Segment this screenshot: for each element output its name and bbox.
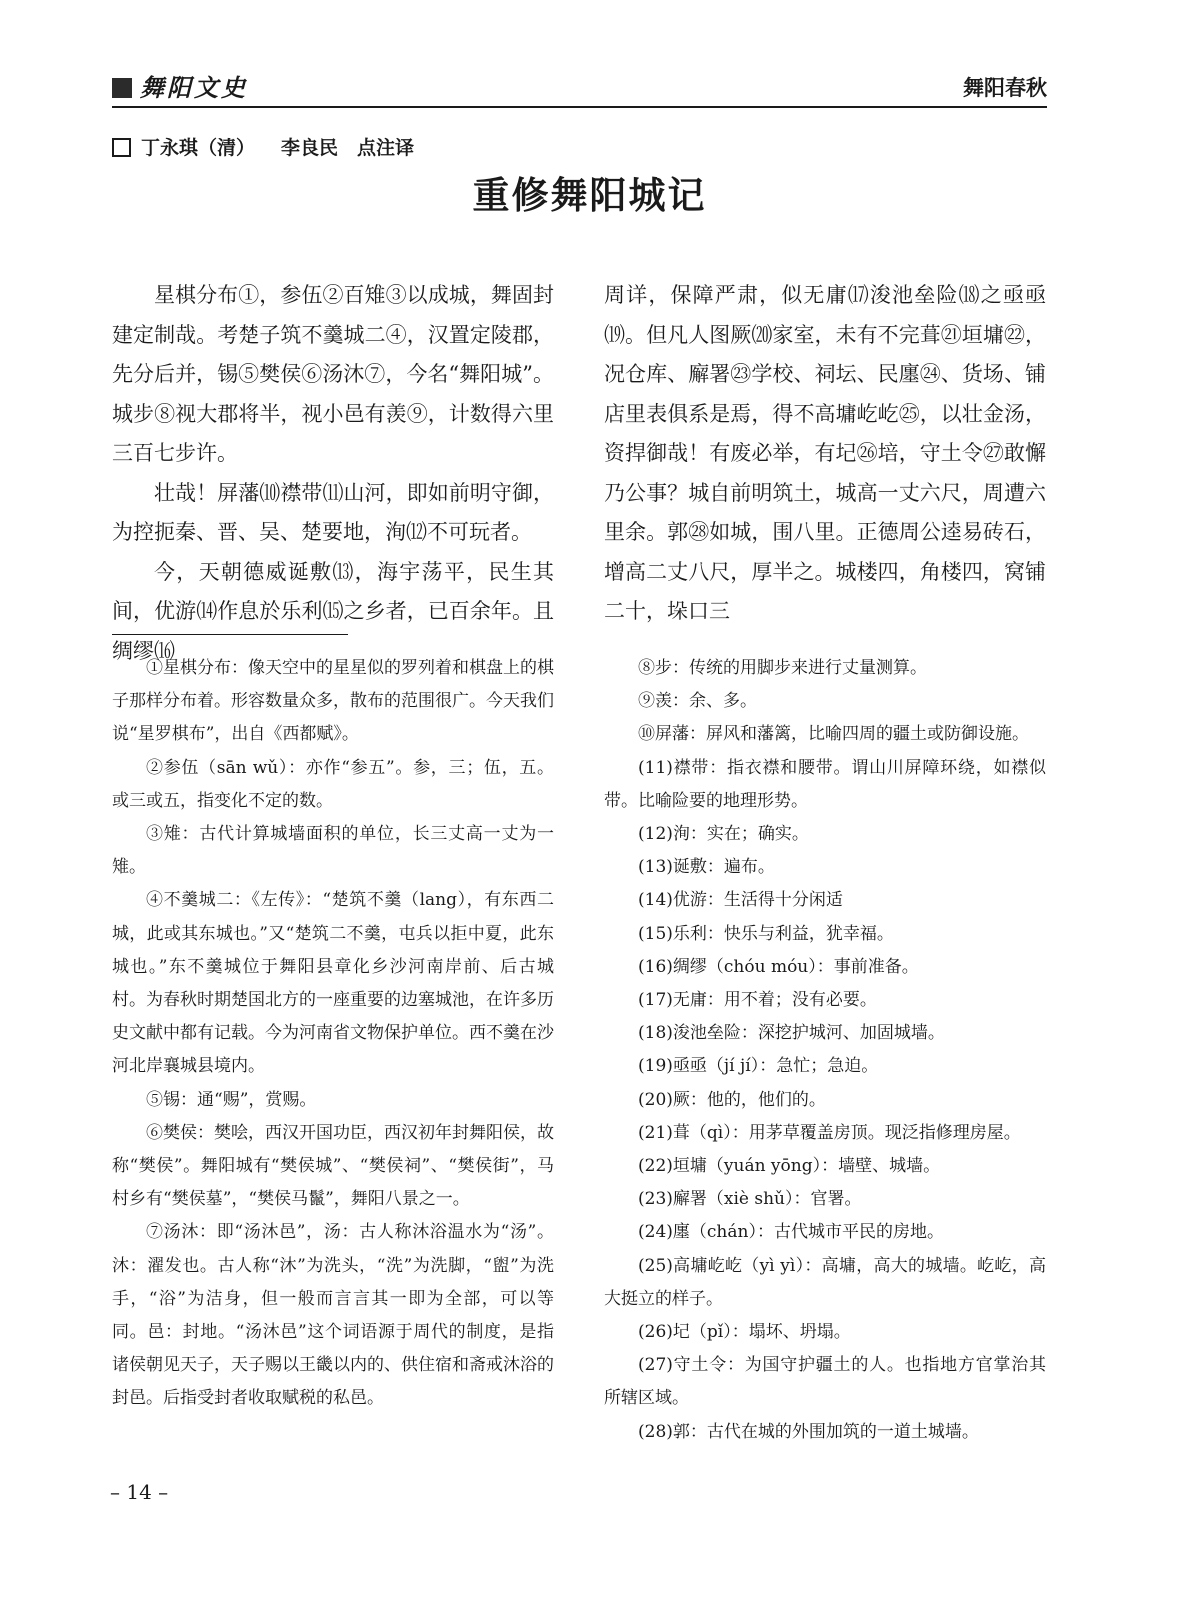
footnote: ⑩屏藩：屏风和藩篱，比喻四周的疆土或防御设施。 — [638, 724, 1029, 745]
article-title: 重修舞阳城记 — [472, 174, 707, 217]
annotator: 李良民 点注译 — [281, 137, 415, 159]
footnote: (28)郭：古代在城的外围加筑的一道土城墙。 — [638, 1421, 979, 1442]
header-rule — [112, 106, 1047, 108]
body-paragraph: 壮哉！屏藩⑽襟带⑾山河，即如前明守御，为控扼秦、晋、吴、楚要地，洵⑿不可玩者。 — [112, 480, 554, 544]
body-column-left — [112, 276, 554, 671]
body-paragraph: 今，天朝德威诞敷⒀，海宇荡平，民生其间，优游⒁作息於乐利⒂之乡者，已百余年。且绸缪⒃ — [112, 559, 554, 663]
body-column-right — [604, 276, 1046, 632]
footnote: (24)廛（chán）：古代城市平民的房地。 — [638, 1222, 944, 1243]
footnote-rule — [112, 634, 348, 635]
footnote: ⑨羡：余、多。 — [638, 691, 757, 712]
footnote: (12)洵：实在；确实。 — [638, 824, 809, 845]
notes-column-left — [112, 652, 554, 1416]
footnote: ⑦汤沐：即“汤沐邑”，汤：古人称沐浴温水为“汤”。沐：濯发也。古人称“沐”为洗头，“洗”为洗脚，“盥”为洗手，“浴”为洁身，但一般而言言其一即为全部，可以等同。邑：封地。“汤沐邑”这个词语源于周代的制度，是指诸侯朝见天子，天子赐以王畿以内的、供住宿和斋戒沐浴的封邑。后指受封者收取赋税的私邑。 — [112, 1222, 554, 1409]
body-paragraph: 星棋分布①，参伍②百雉③以成城，舞固封建定制哉。考楚子筑不羹城二④，汉置定陵郡，先分后并，锡⑤樊侯⑥汤沐⑦，今名“舞阳城”。城步⑧视大郡将半，视小邑有羡⑨，计数得六里三百七步许。 — [112, 283, 554, 465]
header-square-icon — [112, 78, 132, 98]
body-paragraph: 周详，保障严肃，似无庸⒄浚池垒险⒅之亟亟⒆。但凡人图厥⒇家室，未有不完葺㉑垣墉㉒，况仓库、廨署㉓学校、祠坛、民廛㉔、货场、铺店里表俱系是焉，得不高墉屹屹㉕，以壮金汤，资捍御哉！有废必举，有圮㉖培，守土令㉗敢懈乃公事？城自前明筑土，城高一丈六尺，周遭六里余。郭㉘如城，围八里。正德周公逵易砖石，增高二丈八尺，厚半之。城楼四，角楼四，窝铺二十，垛口三 — [604, 283, 1046, 623]
header-right-title: 舞阳春秋 — [963, 76, 1047, 100]
footnote: ④不羹城二：《左传》：“楚筑不羹（lang），有东西二城，此或其东城也。”又“楚筑二不羹，屯兵以拒中夏，此东城也。”东不羹城位于舞阳县章化乡沙河南岸前、后古城村。为春秋时期楚国北方的一座重要的边塞城池，在许多历史文献中都有记载。今为河南省文物保护单位。西不羹在沙河北岸襄城县境内。 — [112, 890, 554, 1077]
footnote: ③雉：古代计算城墙面积的单位，长三丈高一丈为一雉。 — [112, 824, 554, 878]
footnote: (21)葺（qì）：用茅草覆盖房顶。现泛指修理房屋。 — [638, 1122, 1021, 1143]
footnote: (14)优游：生活得十分闲适 — [638, 890, 843, 911]
footnote: ②参伍（sān wǔ）：亦作“参五”。参，三；伍，五。或三或五，指变化不定的数。 — [112, 757, 554, 811]
running-header — [112, 72, 1047, 104]
footnote: ⑤锡：通“赐”，赏赐。 — [146, 1089, 317, 1110]
footnote: ⑧步：传统的用脚步来进行丈量测算。 — [638, 658, 927, 678]
page-number: – 14 – — [110, 1480, 169, 1504]
header-left-title: 舞阳文史 — [140, 73, 248, 102]
footnote: (23)廨署（xiè shǔ）：官署。 — [638, 1189, 862, 1210]
footnote: (16)绸缪（chóu móu）：事前准备。 — [638, 956, 919, 977]
footnote: ①星棋分布：像天空中的星星似的罗列着和棋盘上的棋子那样分布着。形容数量众多，散布的范围很广。今天我们说“星罗棋布”，出自《西都赋》。 — [112, 658, 554, 745]
footnote: (18)浚池垒险：深挖护城河、加固城墙。 — [638, 1023, 945, 1044]
footnote: (15)乐利：快乐与利益，犹幸福。 — [638, 923, 894, 944]
footnote: (25)高墉屹屹（yì yì）：高墉，高大的城墙。屹屹，高大挺立的样子。 — [604, 1255, 1046, 1309]
footnote: (11)襟带：指衣襟和腰带。谓山川屏障环绕，如襟似带。比喻险要的地理形势。 — [604, 757, 1046, 811]
footnote: (13)诞敷：遍布。 — [638, 857, 775, 878]
footnote: (26)圮（pǐ）：塌坏、坍塌。 — [638, 1322, 851, 1343]
footnote: (22)垣墉（yuán yōng）：墙壁、城墙。 — [638, 1156, 941, 1177]
byline-square-icon — [112, 138, 131, 157]
footnote: (17)无庸：用不着；没有必要。 — [638, 990, 877, 1011]
footnote: (20)厥：他的，他们的。 — [638, 1089, 826, 1110]
byline — [112, 134, 414, 162]
footnote: (27)守土令：为国守护疆土的人。也指地方官掌治其所辖区域。 — [604, 1355, 1046, 1409]
notes-column-right — [604, 652, 1046, 1449]
author: 丁永琪（清） — [141, 137, 256, 159]
footnote: (19)亟亟（jí jí）：急忙；急迫。 — [638, 1056, 879, 1077]
footnote: ⑥樊侯：樊哙，西汉开国功臣，西汉初年封舞阳侯，故称“樊侯”。舞阳城有“樊侯城”、“樊侯祠”、“樊侯街”，马村乡有“樊侯墓”，“樊侯马鬣”，舞阳八景之一。 — [112, 1122, 554, 1210]
